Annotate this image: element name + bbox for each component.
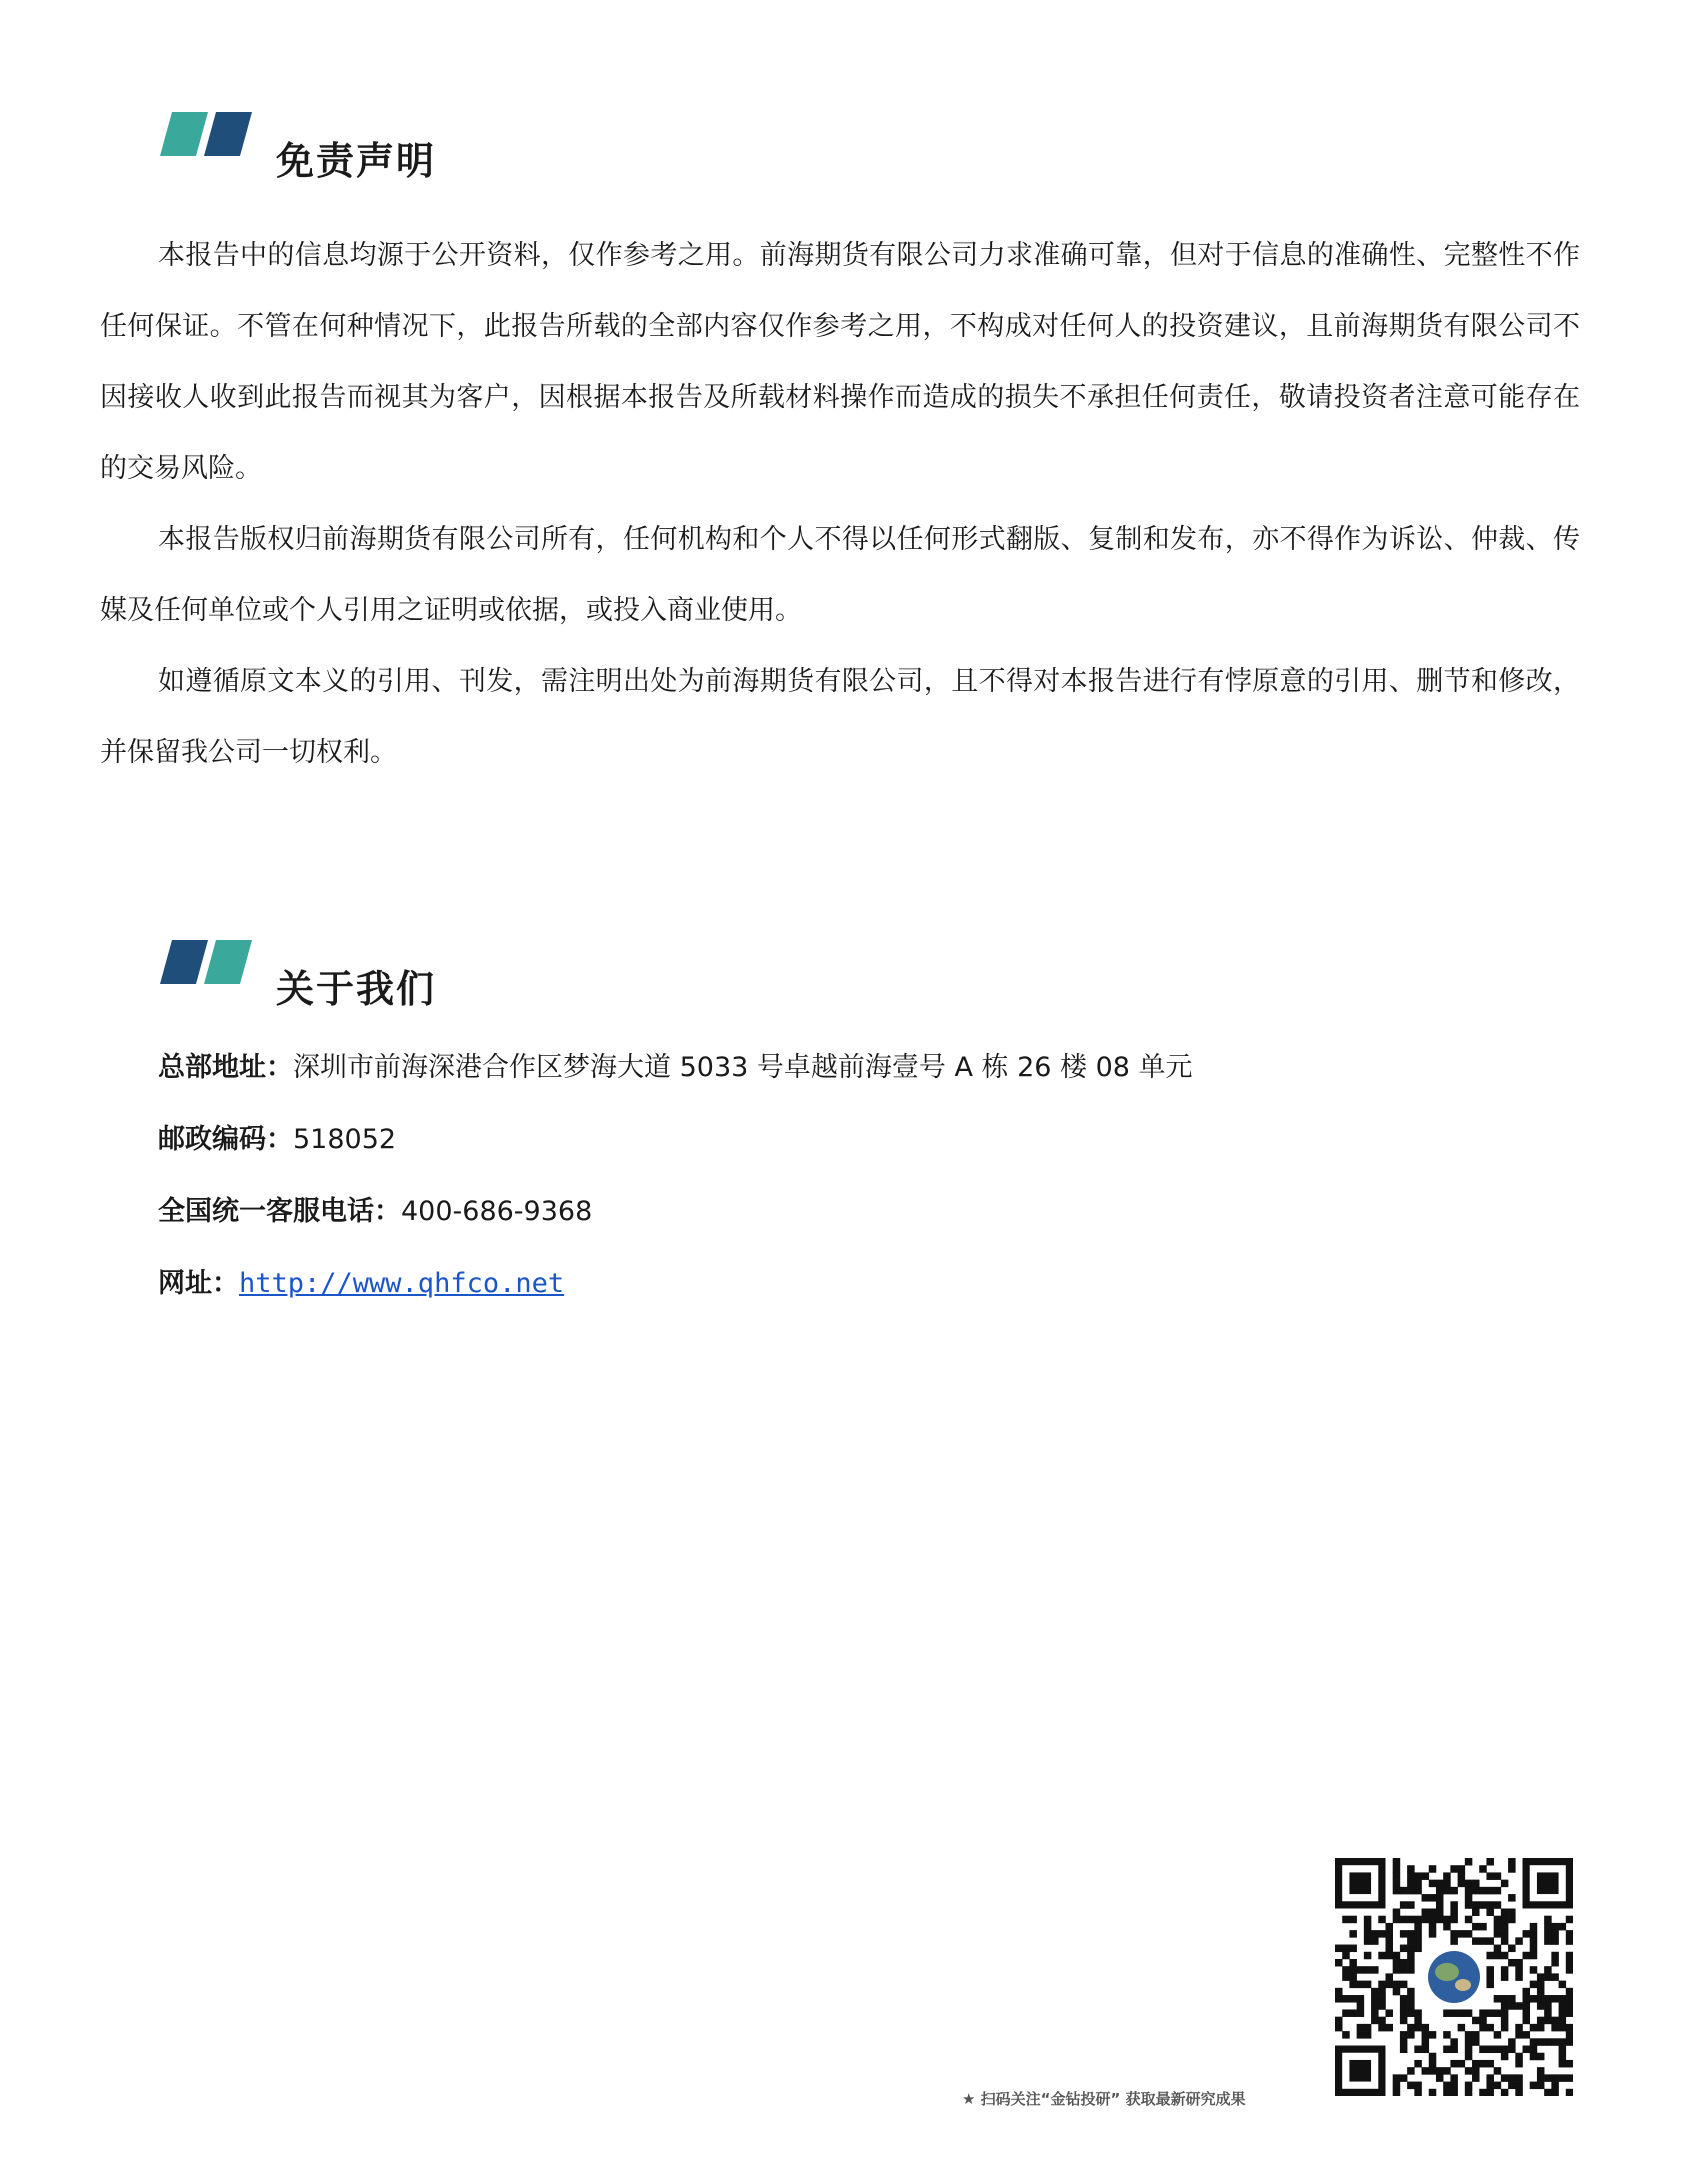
about-title: 关于我们 <box>276 967 437 1011</box>
website-link[interactable]: http://www.qhfco.net <box>239 1268 565 1299</box>
postal-value: 518052 <box>293 1124 397 1155</box>
postal-line <box>158 1117 396 1156</box>
website-line <box>158 1261 564 1300</box>
section-bars-icon <box>160 940 256 984</box>
website-label: 网址： <box>158 1268 239 1299</box>
address-value: 深圳市前海深港合作区梦海大道 5033 号卓越前海壹号 A 栋 26 楼 08 单元 <box>293 1052 1193 1083</box>
address-line <box>158 1045 1193 1084</box>
address-label: 总部地址： <box>158 1052 293 1083</box>
disclaimer-paragraph: 本报告中的信息均源于公开资料，仅作参考之用。前海期货有限公司力求准确可靠，但对于信息的准确性、完整性不作任何保证。不管在何种情况下，此报告所载的全部内容仅作参考之用，不构成对任何人的投资建议，且前海期货有限公司不因接收人收到此报告而视其为客户，因根据本报告及所载材料操作而造成的损失不承担任何责任，敬请投资者注意可能存在的交易风险。 <box>100 240 1580 484</box>
about-header <box>160 940 760 1011</box>
disclaimer-title: 免责声明 <box>276 139 437 183</box>
section-bars-icon <box>160 112 256 156</box>
phone-value: 400-686-9368 <box>401 1196 593 1227</box>
disclaimer-paragraph: 本报告版权归前海期货有限公司所有，任何机构和个人不得以任何形式翻版、复制和发布，亦不得作为诉讼、仲裁、传媒及任何单位或个人引用之证明或依据，或投入商业使用。 <box>100 524 1580 626</box>
phone-line <box>158 1189 592 1228</box>
phone-label: 全国统一客服电话： <box>158 1196 401 1227</box>
disclaimer-paragraph: 如遵循原文本义的引用、刊发，需注明出处为前海期货有限公司，且不得对本报告进行有悖原意的引用、删节和修改，并保留我公司一切权利。 <box>100 666 1580 768</box>
disclaimer-header <box>160 112 760 183</box>
qr-caption: ★ 扫码关注“金钻投研” 获取最新研究成果 <box>962 2090 1246 2108</box>
qr-code-icon <box>1335 1858 1573 2096</box>
postal-label: 邮政编码： <box>158 1124 293 1155</box>
qr-code <box>1335 1858 1573 2096</box>
